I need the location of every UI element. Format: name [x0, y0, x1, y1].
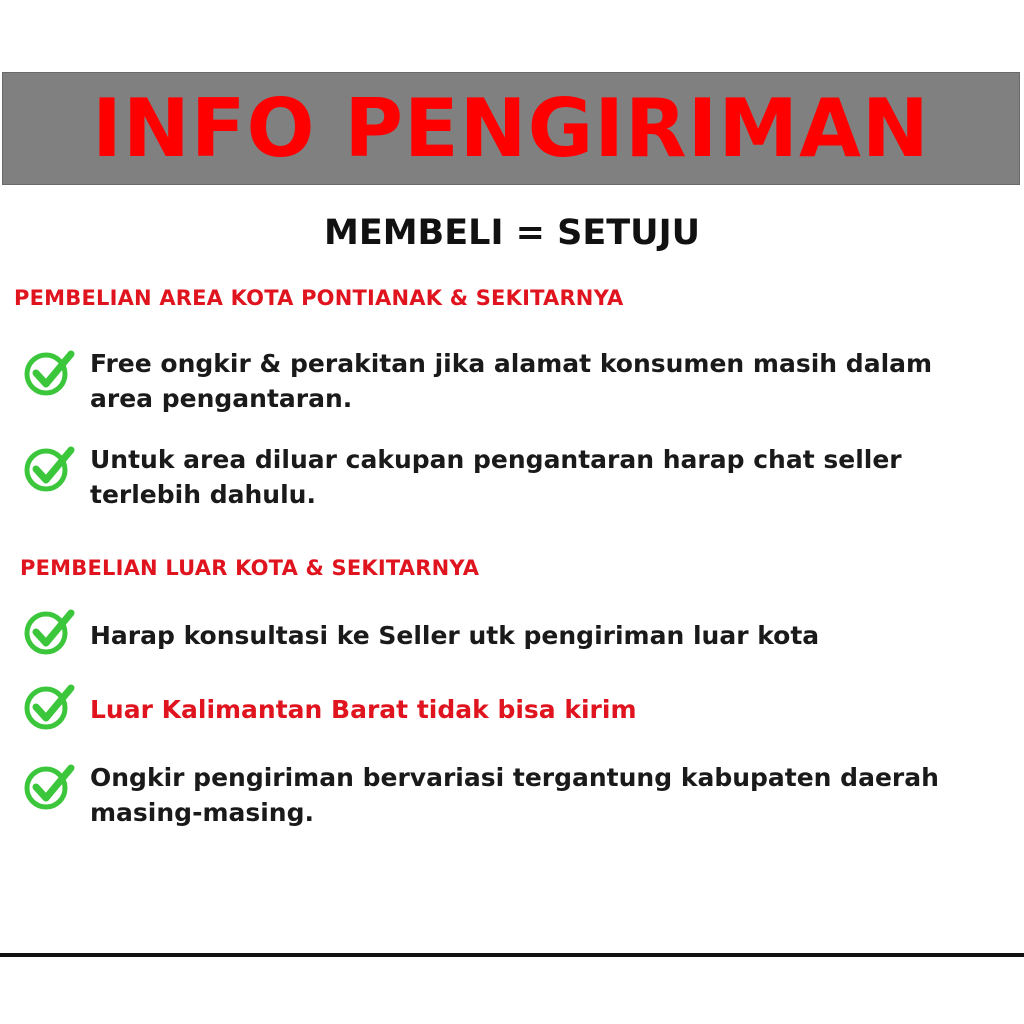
- title-banner: [2, 72, 1020, 185]
- check-circle-icon: [24, 605, 76, 657]
- check-circle-icon: [24, 346, 76, 398]
- item-text-warning: Luar Kalimantan Barat tidak bisa kirim: [90, 695, 637, 724]
- item-text: Ongkir pengiriman bervariasi tergantung kabupaten daerah masing-masing.: [90, 763, 939, 827]
- list-item: [24, 605, 990, 657]
- item-text: Harap konsultasi ke Seller utk pengiriman luar kota: [90, 621, 820, 650]
- section-heading-pontianak: PEMBELIAN AREA KOTA PONTIANAK & SEKITARNYA: [14, 286, 624, 310]
- check-circle-icon: [24, 680, 76, 732]
- list-item: [24, 442, 990, 512]
- item-text: Untuk area diluar cakupan pengantaran harap chat seller terlebih dahulu.: [90, 445, 902, 509]
- list-item: [24, 680, 990, 732]
- section-heading-luar-kota: PEMBELIAN LUAR KOTA & SEKITARNYA: [20, 556, 480, 580]
- check-circle-icon: [24, 760, 76, 812]
- list-item: [24, 346, 990, 416]
- bottom-divider: [0, 953, 1024, 957]
- subtitle: MEMBELI = SETUJU: [323, 213, 701, 253]
- page-title: INFO PENGIRIMAN: [92, 81, 930, 175]
- list-item: [24, 760, 990, 830]
- item-text: Free ongkir & perakitan jika alamat konsumen masih dalam area pengantaran.: [90, 349, 933, 413]
- check-circle-icon: [24, 442, 76, 494]
